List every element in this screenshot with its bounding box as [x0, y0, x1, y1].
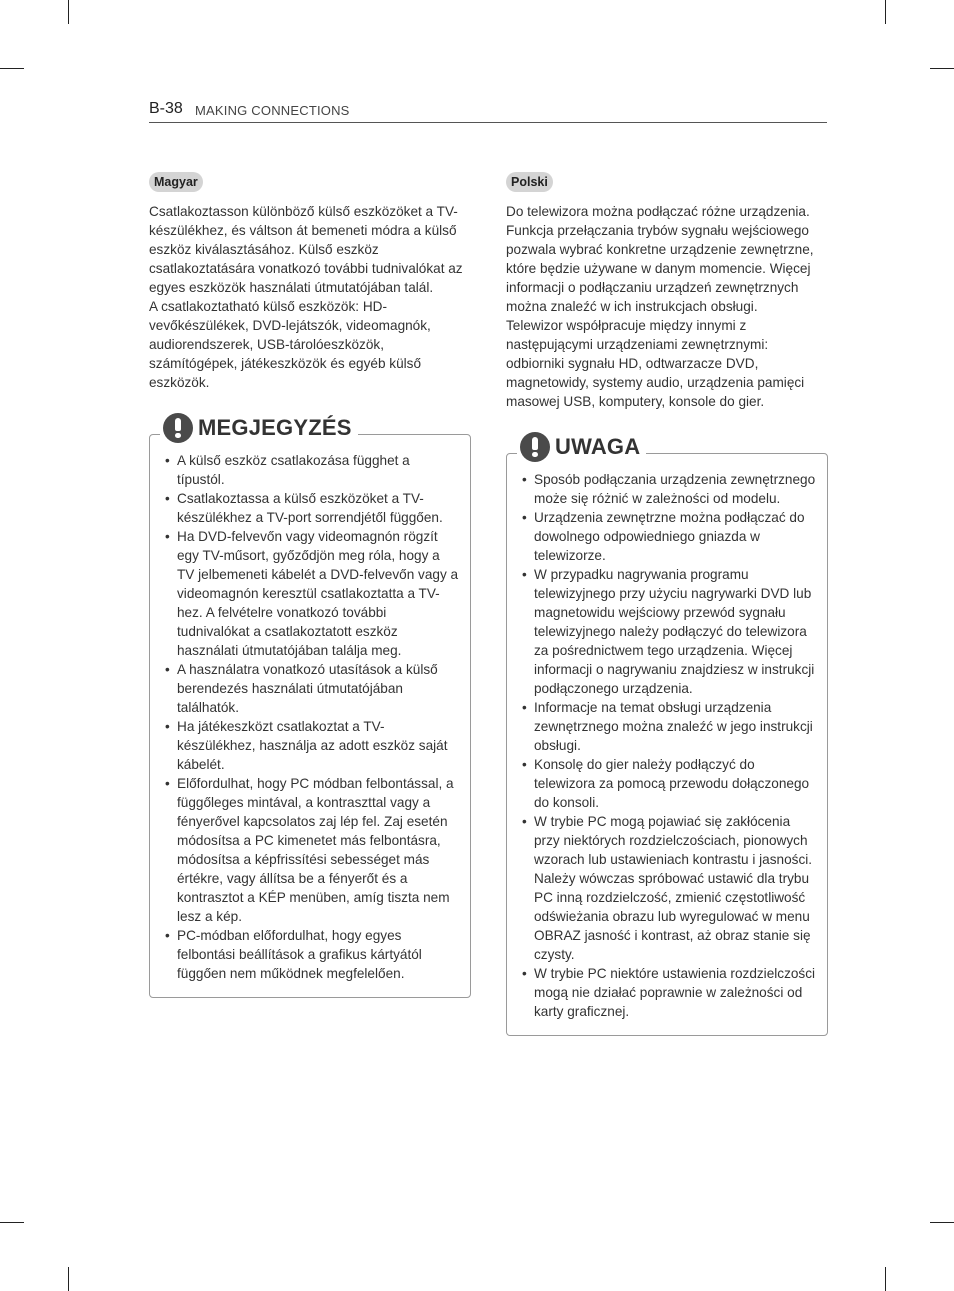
crop-mark	[930, 1222, 954, 1223]
crop-mark	[930, 68, 954, 69]
note-item: • Ha DVD-felvevőn vagy videomagnón rögzít egy TV-műsort, győződjön meg róla, hogy a TV jelbemeneti kábelét a DVD-felvevőn vagy a videomagnón keresztül csatlakoztatta a TV-hez. A felvételre vonatkozó további tudnivalókat a csatlakoztatott eszköz használati útmutatójában találja meg.	[162, 527, 460, 660]
crop-mark	[68, 1267, 69, 1291]
column-polski	[506, 172, 828, 1036]
intro-paragraph: Telewizor współpracuje między innymi z następującymi urządzeniami zewnętrznymi: odbiorniki sygnału HD, odtwarzacze DVD, magnetowidy, systemy audio, urządzenia pamięci masowej USB, komputery, konsole do gier.	[506, 318, 805, 409]
language-badge: Magyar	[149, 172, 203, 192]
crop-mark	[0, 68, 24, 69]
crop-mark	[885, 0, 886, 24]
note-item: • Ha játékeszközt csatlakoztat a TV-készülékhez, használja az adott eszköz saját kábelét.	[162, 717, 460, 774]
language-badge: Polski	[506, 172, 553, 192]
note-header	[160, 413, 358, 443]
crop-mark	[885, 1267, 886, 1291]
intro-paragraph: Csatlakoztasson különböző külső eszközöket a TV-készülékhez, és váltson át bemeneti módra a külső eszköz kiválasztásához. Külső eszköz csatlakoztatására vonatkozó további tudnivalókat az egyes eszközök használati útmutatójában talál.	[149, 204, 463, 295]
note-item: • Csatlakoztassa a külső eszközöket a TV-készülékhez a TV-port sorrendjétől függően.	[162, 489, 460, 527]
page-header	[149, 100, 827, 123]
column-magyar	[149, 172, 471, 998]
exclamation-icon	[163, 413, 193, 443]
note-item: • W trybie PC mogą pojawiać się zakłócenia przy niektórych rozdzielczościach, pionowych wzorach lub ustawieniach kontrastu i jasności. Należy wówczas spróbować ustawić dla trybu PC inną rozdzielczość, zmienić częstotliwość odświeżania obrazu lub wyregulować w menu OBRAZ jasność i kontrast, aż obraz stanie się czysty.	[519, 812, 817, 964]
note-item: • W przypadku nagrywania programu telewizyjnego przy użyciu nagrywarki DVD lub magnetowidu wejściowy przewód sygnału telewizyjnego należy podłączyć do telewizora za pośrednictwem tego urządzenia. Więcej informacji o nagrywaniu znajdziesz w instrukcji podłączonego urządzenia.	[519, 565, 817, 698]
note-item: • Informacje na temat obsługi urządzenia zewnętrznego można znaleźć w jego instrukcji obsługi.	[519, 698, 817, 755]
note-item: • W trybie PC niektóre ustawienia rozdzielczości mogą nie działać poprawnie w zależności od karty graficznej.	[519, 964, 817, 1021]
note-item: • A külső eszköz csatlakozása függhet a típustól.	[162, 451, 460, 489]
note-item: • Urządzenia zewnętrzne można podłączać do dowolnego odpowiedniego gniazda w telewizorze.	[519, 508, 817, 565]
intro-text	[506, 202, 828, 411]
exclamation-icon	[520, 432, 550, 462]
crop-mark	[0, 1222, 24, 1223]
note-item: • PC-módban előfordulhat, hogy egyes felbontási beállítások a grafikus kártyától függően nem működnek megfelelően.	[162, 926, 460, 983]
intro-paragraph: Do telewizora można podłączać różne urządzenia. Funkcja przełączania trybów sygnału wejściowego pozwala wybrać konkretne urządzenie zewnętrzne, które będzie używane w danym momencie. Więcej informacji o podłączaniu urządzeń zewnętrznych można znaleźć w ich instrukcjach obsługi.	[506, 204, 814, 314]
intro-paragraph: A csatlakoztatható külső eszközök: HD-vevőkészülékek, DVD-lejátszók, videomagnók, audiorendszerek, USB-tárolóeszközök, számítógépek, játékeszközök és egyéb külső eszközök.	[149, 299, 431, 390]
note-header	[517, 432, 646, 462]
note-box	[149, 415, 471, 998]
note-item: • A használatra vonatkozó utasítások a külső berendezés használati útmutatójában találhatók.	[162, 660, 460, 717]
note-item: • Sposób podłączania urządzenia zewnętrznego może się różnić w zależności od modelu.	[519, 470, 817, 508]
note-title: MEGJEGYZÉS	[198, 415, 352, 440]
note-item: • Előfordulhat, hogy PC módban felbontással, a függőleges mintával, a kontraszttal vagy a fényerővel kapcsolatos zaj lép fel. Zaj esetén módosítsa a PC kimenetet más felbontásra, módosítsa a képfrissítési sebességet más értékre, vagy állítsa be a fényerőt és a kontrasztot a KÉP menüben, amíg tiszta nem lesz a kép.	[162, 774, 460, 926]
note-list	[162, 451, 460, 983]
intro-text	[149, 202, 471, 392]
note-box	[506, 434, 828, 1036]
note-item: • Konsolę do gier należy podłączyć do telewizora za pomocą przewodu dołączonego do konsoli.	[519, 755, 817, 812]
section-title: MAKING CONNECTIONS	[195, 103, 350, 118]
note-title: UWAGA	[555, 434, 641, 459]
crop-mark	[68, 0, 69, 24]
note-list	[519, 470, 817, 1021]
page-number: B-38	[149, 100, 183, 117]
